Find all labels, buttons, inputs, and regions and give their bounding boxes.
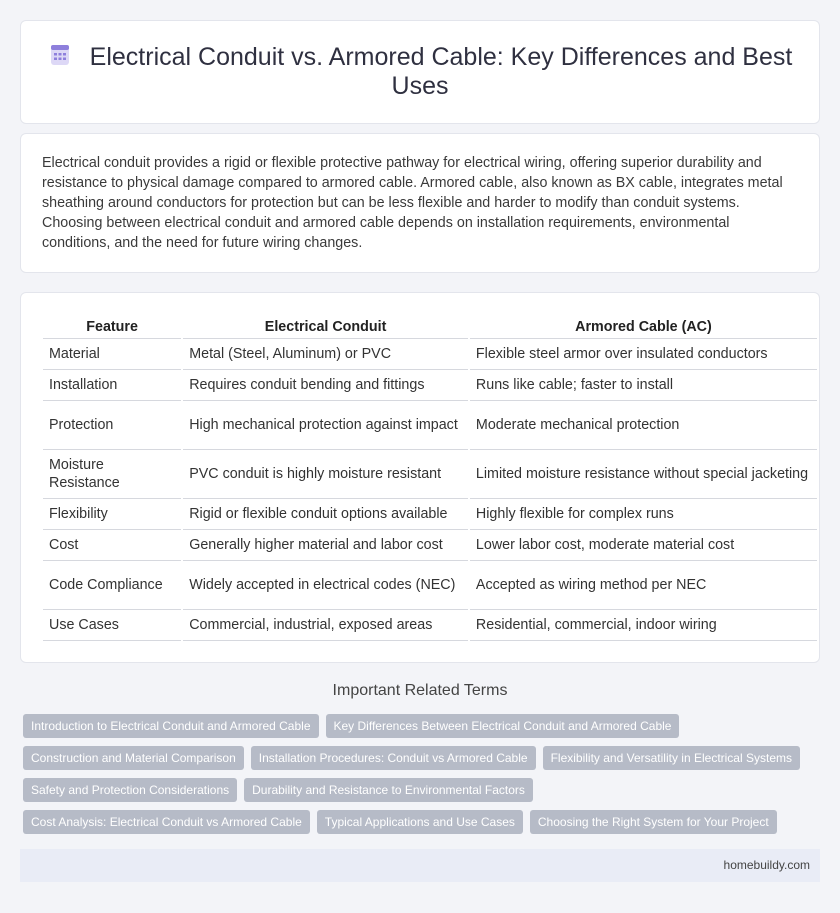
feature-cell: Flexibility [43, 499, 181, 530]
table-header-row [43, 315, 817, 339]
related-term-tag[interactable]: Introduction to Electrical Conduit and Armored Cable [23, 714, 319, 738]
table-row [43, 370, 817, 401]
feature-cell: Material [43, 339, 181, 370]
page-title [21, 43, 819, 101]
comparison-card [20, 292, 820, 663]
feature-cell: Code Compliance [43, 561, 181, 610]
related-term-tag[interactable]: Key Differences Between Electrical Conduit and Armored Cable [326, 714, 680, 738]
feature-cell: Installation [43, 370, 181, 401]
header-conduit: Electrical Conduit [183, 315, 468, 339]
conduit-cell: Commercial, industrial, exposed areas [183, 610, 468, 641]
feature-cell: Protection [43, 401, 181, 450]
related-term-tag[interactable]: Construction and Material Comparison [23, 746, 244, 770]
comparison-table [41, 315, 819, 641]
table-row [43, 450, 817, 499]
table-row [43, 339, 817, 370]
title-card [20, 20, 820, 124]
conduit-cell: Generally higher material and labor cost [183, 530, 468, 561]
conduit-cell: Rigid or flexible conduit options available [183, 499, 468, 530]
feature-cell: Use Cases [43, 610, 181, 641]
conduit-cell: Requires conduit bending and fittings [183, 370, 468, 401]
related-term-tag[interactable]: Flexibility and Versatility in Electrical Systems [543, 746, 800, 770]
table-row [43, 610, 817, 641]
conduit-cell: Metal (Steel, Aluminum) or PVC [183, 339, 468, 370]
table-row [43, 561, 817, 610]
armored-cable-cell: Lower labor cost, moderate material cost [470, 530, 817, 561]
intro-card [20, 133, 820, 273]
related-terms-heading: Important Related Terms [332, 682, 508, 699]
armored-cable-cell: Residential, commercial, indoor wiring [470, 610, 817, 641]
table-row [43, 401, 817, 450]
conduit-cell: High mechanical protection against impact [183, 401, 468, 450]
header-armored-cable: Armored Cable (AC) [470, 315, 817, 339]
related-term-tag[interactable]: Cost Analysis: Electrical Conduit vs Armored Cable [23, 810, 310, 834]
conduit-cell: PVC conduit is highly moisture resistant [183, 450, 468, 499]
header-feature: Feature [43, 315, 181, 339]
related-term-tag[interactable]: Typical Applications and Use Cases [317, 810, 523, 834]
feature-cell: Cost [43, 530, 181, 561]
related-term-tag[interactable]: Safety and Protection Considerations [23, 778, 237, 802]
related-term-tag[interactable]: Choosing the Right System for Your Project [530, 810, 777, 834]
related-terms-list [23, 714, 813, 842]
feature-cell: Moisture Resistance [43, 450, 181, 499]
armored-cable-cell: Limited moisture resistance without special jacketing [470, 450, 817, 499]
footer-site-link[interactable]: homebuildy.com [723, 858, 810, 872]
document-icon [48, 43, 72, 67]
footer [20, 849, 820, 882]
intro-paragraph: Electrical conduit provides a rigid or flexible protective pathway for electrical wiring, offering superior durability and resistance to physical damage compared to armored cable. Armored cable, also known as BX cable, integrates metal sheathing around conductors for protection but can be less flexible and harder to modify than conduit systems. Choosing between electrical conduit and armored cable depends on installation requirements, environmental conditions, and the need for future wiring changes. [42, 155, 783, 251]
table-row [43, 499, 817, 530]
armored-cable-cell: Moderate mechanical protection [470, 401, 817, 450]
table-row [43, 530, 817, 561]
armored-cable-cell: Flexible steel armor over insulated conductors [470, 339, 817, 370]
related-term-tag[interactable]: Installation Procedures: Conduit vs Armored Cable [251, 746, 536, 770]
related-term-tag[interactable]: Durability and Resistance to Environmental Factors [244, 778, 533, 802]
armored-cable-cell: Runs like cable; faster to install [470, 370, 817, 401]
title-line-2: Uses [391, 72, 449, 100]
armored-cable-cell: Highly flexible for complex runs [470, 499, 817, 530]
conduit-cell: Widely accepted in electrical codes (NEC) [183, 561, 468, 610]
armored-cable-cell: Accepted as wiring method per NEC [470, 561, 817, 610]
title-line-1: Electrical Conduit vs. Armored Cable: Key Differences and Best [89, 43, 793, 71]
